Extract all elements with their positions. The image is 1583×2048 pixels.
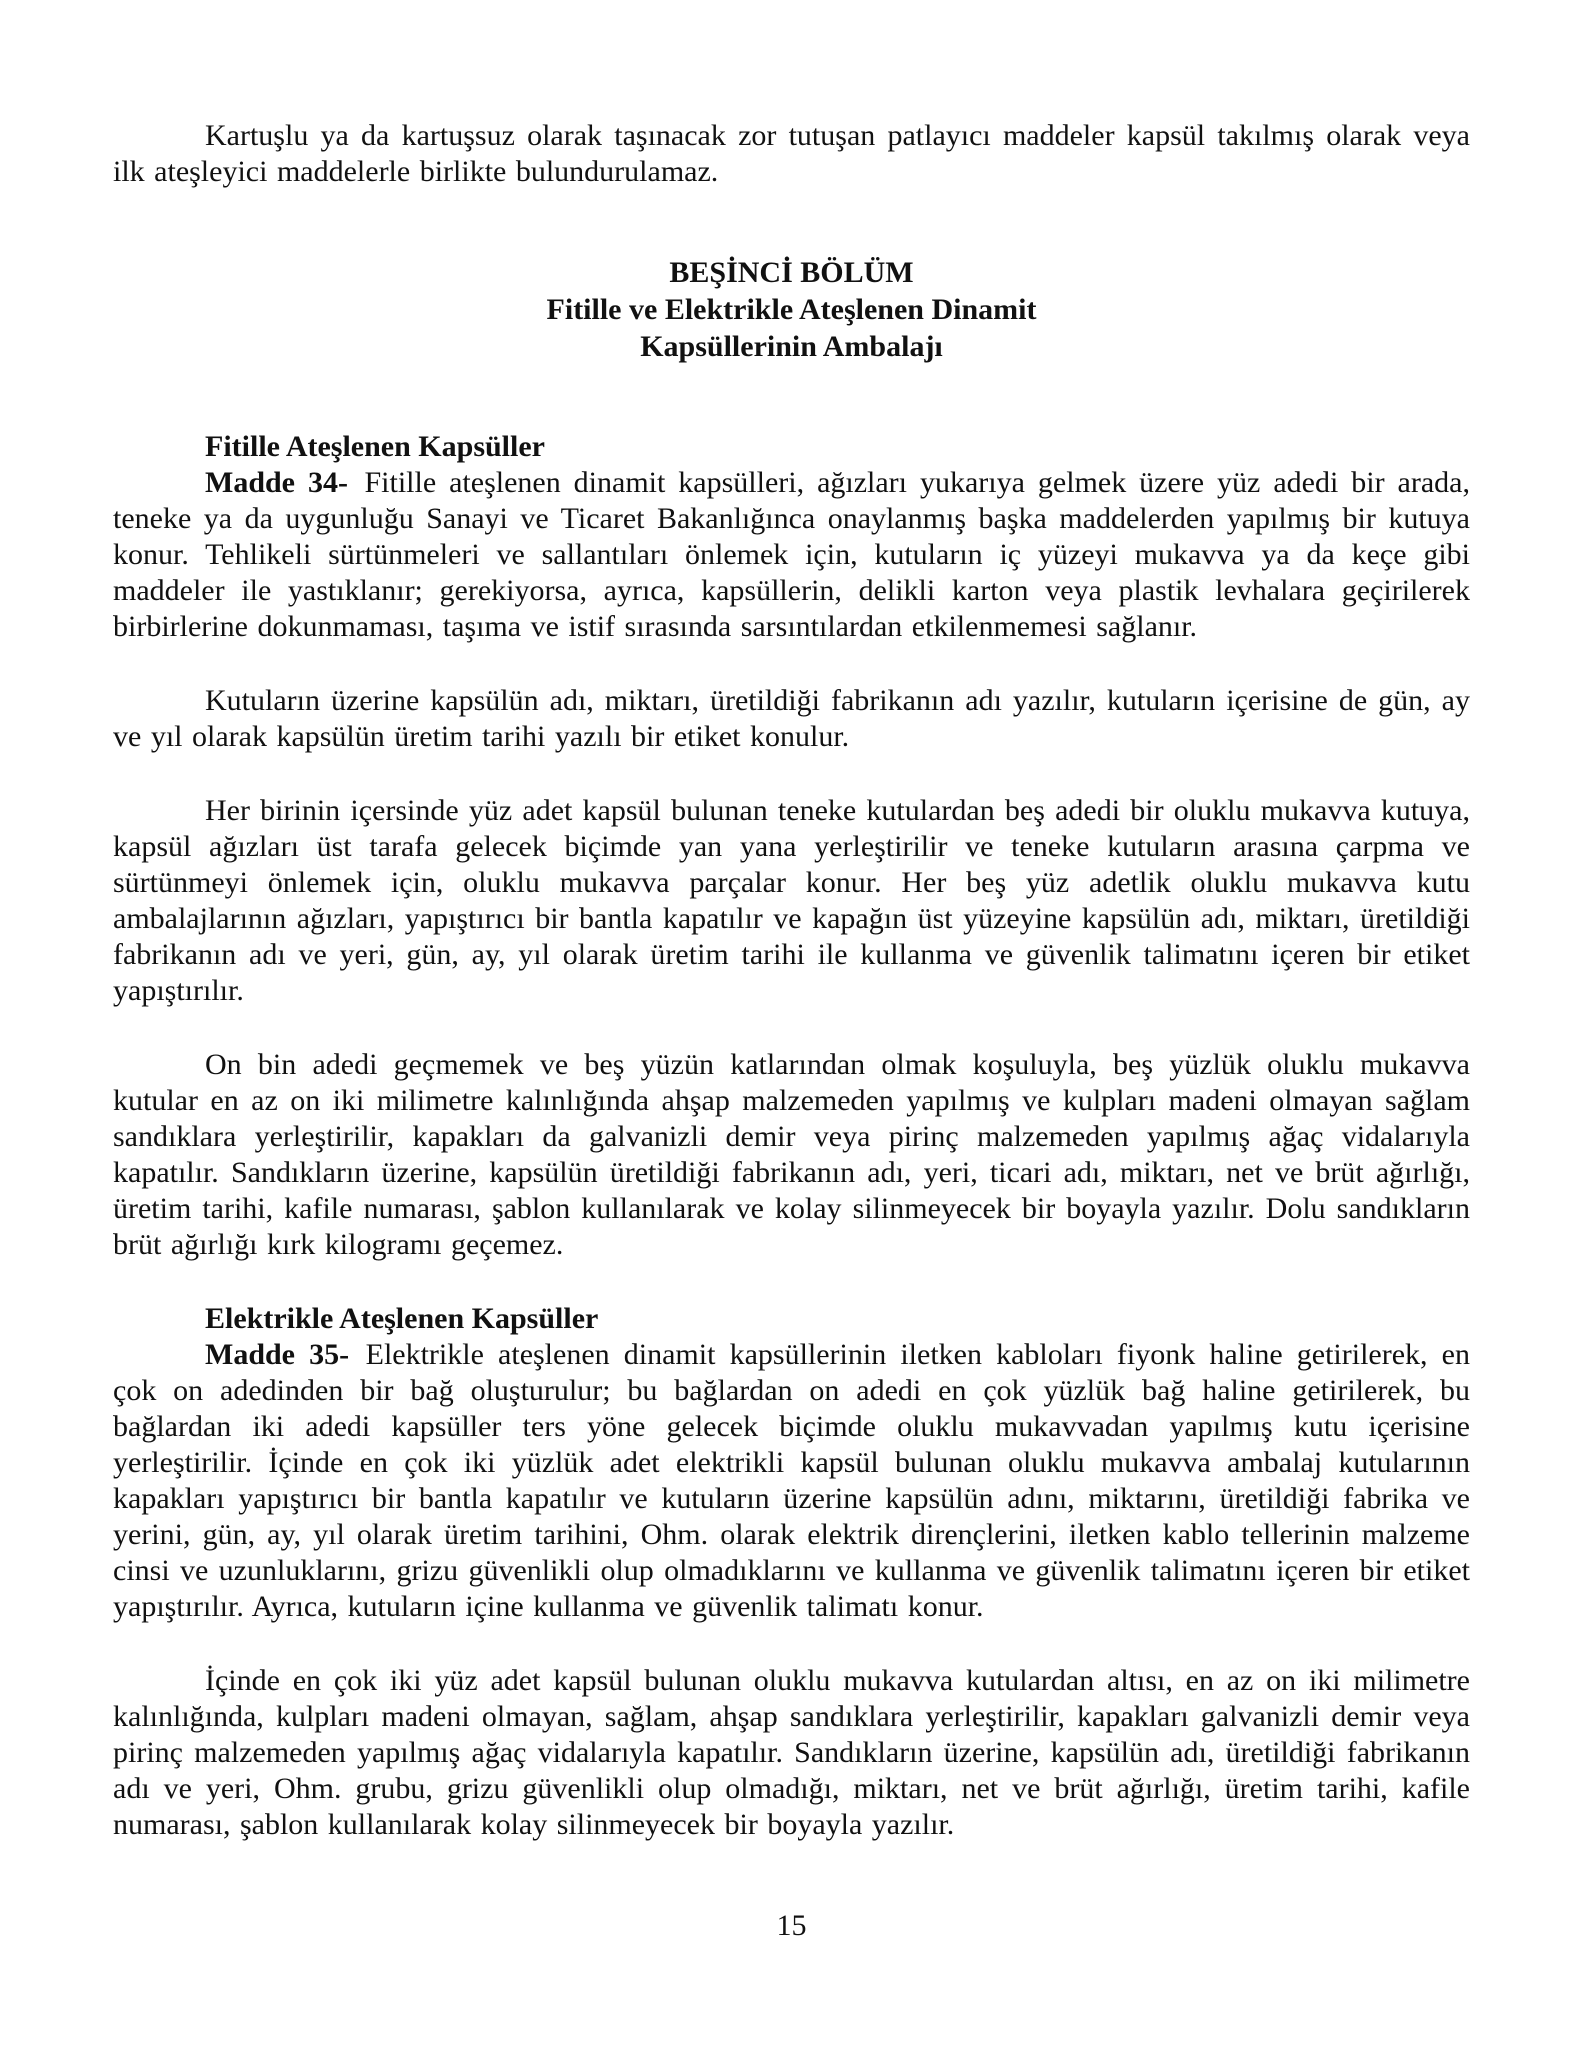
chapter-heading-line2: Fitille ve Elektrikle Ateşlenen Dinamit (546, 293, 1037, 326)
article-34-label: Madde 34- (205, 466, 348, 499)
article-35-label: Madde 35- (205, 1338, 350, 1371)
article-35-paragraph (113, 1337, 1470, 1625)
section1-paragraph-4: On bin adedi geçmemek ve beş yüzün katlarından olmak koşuluyla, beş yüzlük oluklu mukavva kutular en az on iki milimetre kalınlığında ahşap malzemeden yapılmış ve kulpları madeni olmayan sağlam sandıklara yerleştirilir, kapakları da galvanizli demir veya pirinç malzemeden yapılmış ağaç vidalarıyla kapatılır. Sandıkların üzerine, kapsülün üretildiği fabrikanın adı, yeri, ticari adı, miktarı, net ve brüt ağırlığı, üretim tarihi, kafile numarası, şablon kullanılarak ve kolay silinmeyecek bir boyayla yazılır. Dolu sandıkların brüt ağırlığı kırk kilogramı geçemez. (113, 1048, 1470, 1261)
section-heading-electric-capsules: Elektrikle Ateşlenen Kapsüller (205, 1302, 599, 1335)
section2-paragraph-2: İçinde en çok iki yüz adet kapsül bulunan oluklu mukavva kutulardan altısı, en az on iki milimetre kalınlığında, kulpları madeni olmayan, sağlam, ahşap sandıklara yerleştirilir, kapakları galvanizli demir veya pirinç malzemeden yapılmış ağaç vidalarıyla kapatılır. Sandıkların üzerine, kapsülün adı, üretildiği fabrikanın adı ve yeri, Ohm. grubu, grizu güvenlikli olup olmadığı, miktarı, net ve brüt ağırlığı, üretim tarihi, kafile numarası, şablon kullanılarak kolay silinmeyecek bir boyayla yazılır. (113, 1664, 1470, 1841)
section-heading-fuse-capsules: Fitille Ateşlenen Kapsüller (205, 430, 545, 463)
article-34-paragraph (113, 465, 1470, 645)
article-34-text: Fitille ateşlenen dinamit kapsülleri, ağızları yukarıya gelmek üzere yüz adedi bir arada, teneke ya da uygunluğu Sanayi ve Ticaret Bakanlığınca onaylanmış başka maddelerden yapılmış bir kutuya konur. Tehlikeli sürtünmeleri ve sallantıları önlemek için, kutuların iç yüzeyi mukavva ya da keçe gibi maddeler ile yastıklanır; gerekiyorsa, ayrıca, kapsüllerin, delikli karton veya plastik levhalara geçirilerek birbirlerine dokunmaması, taşıma ve istif sırasında sarsıntılardan etkilenmemesi sağlanır. (113, 466, 1470, 643)
intro-paragraph: Kartuşlu ya da kartuşsuz olarak taşınacak zor tutuşan patlayıcı maddeler kapsül takılmış olarak veya ilk ateşleyici maddelerle birlikte bulundurulamaz. (113, 119, 1470, 188)
article-35-text: Elektrikle ateşlenen dinamit kapsüllerinin iletken kabloları fiyonk haline getirilerek, en çok on adedinden bir bağ oluşturulur; bu bağlardan on adedi en çok yüzlük bağ haline getirilerek, bu bağlardan iki adedi kapsüller ters yöne gelecek biçimde oluklu mukavvadan yapılmış kutu içerisine yerleştirilir. İçinde en çok iki yüzlük adet elektrikli kapsül bulunan oluklu mukavva ambalaj kutularının kapakları yapıştırıcı bir bantla kapatılır ve kutuların üzerine kapsülün adını, miktarını, üretildiği fabrika ve yerini, gün, ay, yıl olarak üretim tarihini, Ohm. olarak elektrik dirençlerini, iletken kablo tellerinin malzeme cinsi ve uzunluklarını, grizu güvenlikli olup olmadıklarını ve kullanma ve güvenlik talimatını içeren bir etiket yapıştırılır. Ayrıca, kutuların içine kullanma ve güvenlik talimatı konur. (113, 1338, 1470, 1623)
chapter-heading-line1: BEŞİNCİ BÖLÜM (669, 256, 914, 289)
section1-paragraph-3: Her birinin içersinde yüz adet kapsül bulunan teneke kutulardan beş adedi bir oluklu mukavva kutuya, kapsül ağızları üst tarafa gelecek biçimde yan yana yerleştirilir ve teneke kutuların arasına çarpma ve sürtünmeyi önlemek için, oluklu mukavva parçalar konur. Her beş yüz adetlik oluklu mukavva kutu ambalajlarının ağızları, yapıştırıcı bir bantla kapatılır ve kapağın üst yüzeyine kapsülün adı, miktarı, üretildiği fabrikanın adı ve yeri, gün, ay, yıl olarak üretim tarihi ile kullanma ve güvenlik talimatını içeren bir etiket yapıştırılır. (113, 794, 1470, 1007)
section1-paragraph-2: Kutuların üzerine kapsülün adı, miktarı, üretildiği fabrikanın adı yazılır, kutuların içerisine de gün, ay ve yıl olarak kapsülün üretim tarihi yazılı bir etiket konulur. (113, 684, 1470, 753)
chapter-heading (113, 254, 1470, 365)
page-number: 15 (776, 1909, 807, 1942)
chapter-heading-line3: Kapsüllerinin Ambalajı (640, 330, 943, 363)
